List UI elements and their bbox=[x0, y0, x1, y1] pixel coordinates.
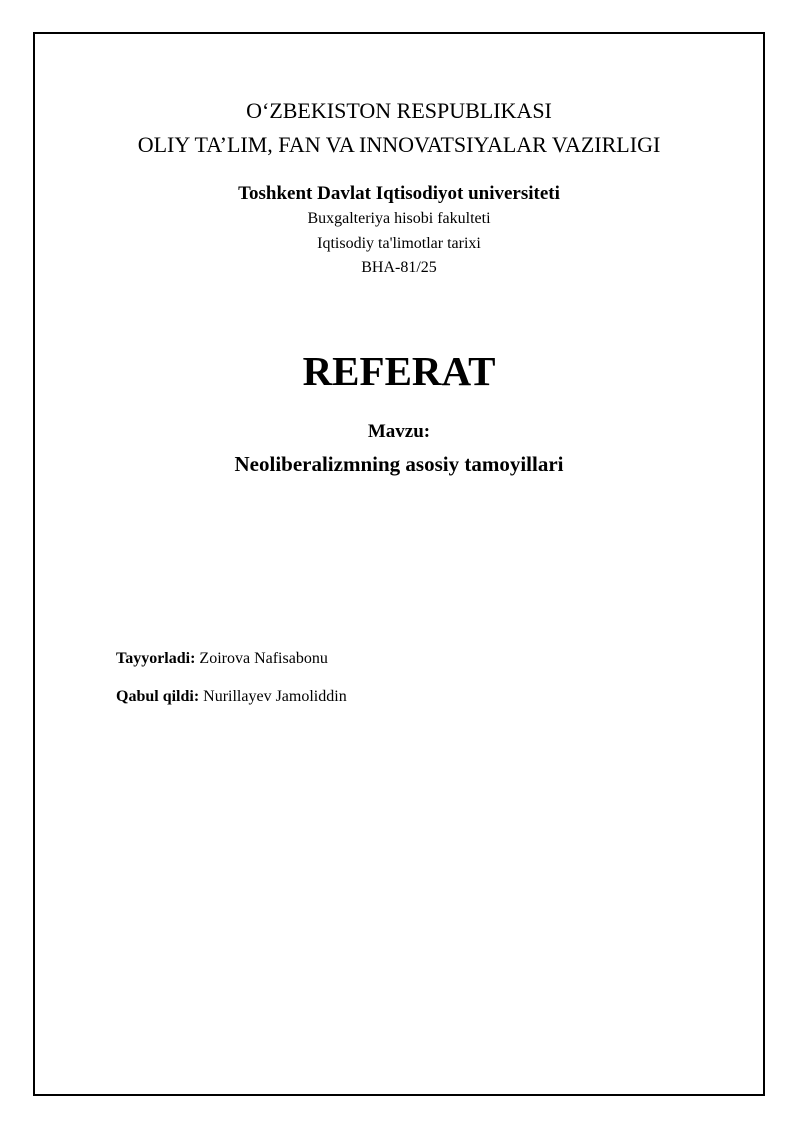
topic-title: Neoliberalizmning asosiy tamoyillari bbox=[234, 452, 564, 476]
accepted-by-line bbox=[116, 686, 347, 708]
prepared-by-line bbox=[116, 648, 328, 670]
document-type-title: REFERAT bbox=[302, 348, 496, 394]
accepted-by-label: Qabul qildi: bbox=[116, 688, 200, 705]
faculty-name: Buxgalteriya hisobi fakulteti bbox=[307, 210, 491, 227]
university-name: Toshkent Davlat Iqtisodiyot universiteti bbox=[238, 183, 560, 204]
subject-name: Iqtisodiy ta'limotlar tarixi bbox=[317, 235, 481, 252]
topic-label: Mavzu: bbox=[367, 421, 431, 442]
group-code: BHA-81/25 bbox=[361, 259, 437, 276]
prepared-by-label: Tayyorladi: bbox=[116, 650, 196, 667]
accepted-by-name: Nurillayev Jamoliddin bbox=[203, 688, 347, 705]
country-heading: O‘ZBEKISTON RESPUBLIKASI bbox=[246, 98, 552, 123]
prepared-by-name: Zoirova Nafisabonu bbox=[199, 650, 328, 667]
ministry-heading: OLIY TA’LIM, FAN VA INNOVATSIYALAR VAZIRLIGI bbox=[137, 132, 661, 157]
